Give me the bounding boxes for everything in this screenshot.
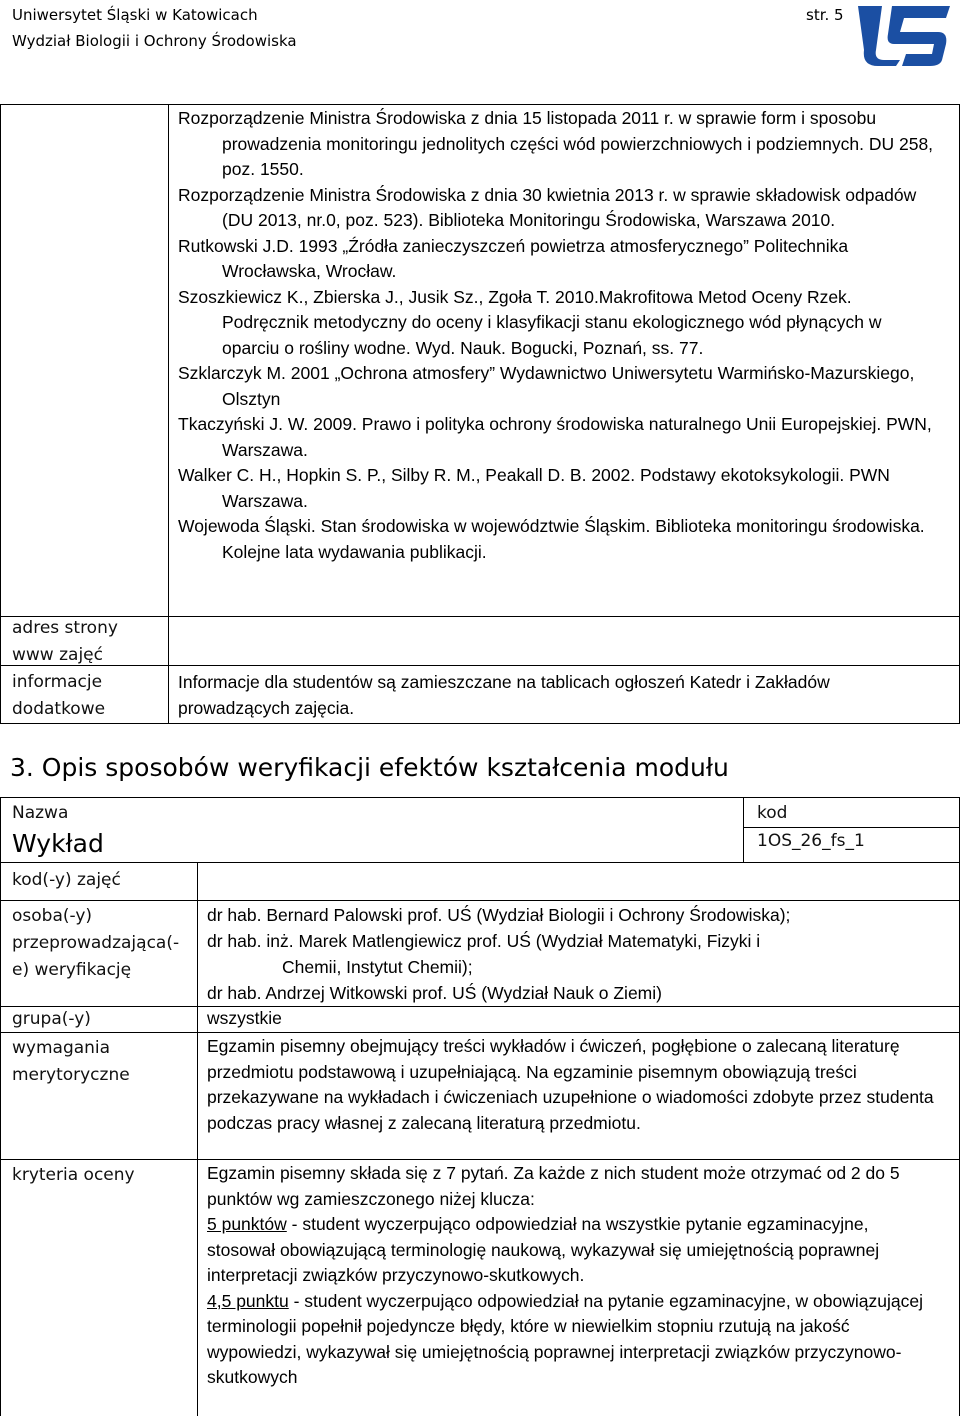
page-number: str. 5 bbox=[806, 6, 844, 24]
module-code: 1OS_26_fs_1 bbox=[757, 831, 865, 851]
lower-table-row-line bbox=[0, 1159, 960, 1160]
osoba-line: dr hab. Bernard Palowski prof. UŚ (Wydział Biologii i Ochrony Środowiska); bbox=[207, 905, 791, 925]
bibliography-entry: Walker C. H., Hopkin S. P., Silby R. M., Peakall D. B. 2002. Podstawy ekotoksykologii. PWN Warszawa. bbox=[178, 465, 890, 511]
faculty-name: Wydział Biologii i Ochrony Środowiska bbox=[12, 32, 297, 50]
kryteria-5 bbox=[207, 1212, 939, 1289]
lower-table-row-line bbox=[0, 1032, 960, 1033]
kryteria-intro: Egzamin pisemny składa się z 7 pytań. Za każde z nich student może otrzymać od 2 do 5 punktów wg zamieszczonego niżej klucza: bbox=[207, 1163, 900, 1209]
label-wymagania: wymagania merytoryczne bbox=[12, 1038, 130, 1085]
university-logo bbox=[852, 2, 952, 66]
kryteria-45 bbox=[207, 1289, 939, 1391]
kryteria-5-label: 5 punktów bbox=[207, 1214, 287, 1234]
bibliography-entry: Szklarczyk M. 2001 „Ochrona atmosfery” Wydawnictwo Uniwersytetu Warmińsko-Mazurskiego, Olsztyn bbox=[178, 363, 915, 409]
lower-table-divider bbox=[743, 797, 744, 863]
osoba-line: Chemii, Instytut Chemii); bbox=[282, 957, 473, 977]
top-table-row-line bbox=[0, 665, 960, 666]
lower-table-divider bbox=[197, 862, 198, 1416]
grupa-value: wszystkie bbox=[207, 1008, 282, 1028]
lower-table-row-line bbox=[0, 900, 960, 901]
bibliography-entry: Wojewoda Śląski. Stan środowiska w województwie Śląskim. Biblioteka monitoringu środowiska. Kolejne lata wydawania publikacji. bbox=[178, 516, 925, 562]
kryteria-value bbox=[207, 1161, 939, 1391]
top-table-row-line bbox=[0, 616, 960, 617]
kryteria-5-text: - student wyczerpująco odpowiedział na wszystkie pytanie egzaminacyjne, stosował obowiązującą terminologię naukową, wykazywał się umiejętnością poprawnej interpretacji związków przyczynowo-skutkowych. bbox=[207, 1214, 880, 1285]
module-name: Wykład bbox=[12, 829, 104, 858]
bibliography-entry: Rutkowski J.D. 1993 „Źródła zanieczyszczeń powietrza atmosferycznego” Politechnika Wrocławska, Wrocław. bbox=[178, 235, 849, 281]
bibliography-entry: Tkaczyński J. W. 2009. Prawo i polityka ochrony środowiska naturalnego Unii Europejskiej. PWN, Warszawa. bbox=[178, 414, 932, 460]
kryteria-45-label: 4,5 punktu bbox=[207, 1290, 289, 1311]
label-kod-zajec: kod(-y) zajęć bbox=[12, 870, 121, 890]
label-informacje: informacje bbox=[12, 672, 103, 692]
wymagania-value: Egzamin pisemny obejmujący treści wykładów i ćwiczeń, pogłębione o zalecaną literaturę przedmiotu podstawową i uzupełniającą. Na egzaminie pisemnym obowiązują treści przekazywane na wykładach i ćwiczeniach uzupełnione o wiadomości zdobyte przez studenta podczas pracy własnej z zalecaną literaturą przedmiotu. bbox=[207, 1036, 934, 1133]
additional-info-text: Informacje dla studentów są zamieszczane na tablicach ogłoszeń Katedr i Zakładów prowadzących zajęcia. bbox=[178, 672, 830, 718]
kryteria-45-text: - student wyczerpująco odpowiedział na pytanie egzaminacyjne, w obowiązującej terminologii popełnił pojedyncze błędy, które w niewielkim stopniu rzutują na jakość wypowiedzi, wykazywał się umiejętnością poprawnej interpretacji związków przyczynowo-skutkowych bbox=[207, 1290, 923, 1387]
top-table-divider bbox=[168, 104, 169, 724]
label-osoba: osoba(-y) przeprowadzająca(-e) weryfikację bbox=[12, 906, 180, 980]
bibliography-list bbox=[178, 106, 938, 565]
label-www: www zajęć bbox=[12, 645, 103, 665]
bibliography-entry: Rozporządzenie Ministra Środowiska z dnia 15 listopada 2011 r. w sprawie form i sposobu prowadzenia monitoringu jednolitych części wód powierzchniowych i podziemnych. DU 258, poz. 1550. bbox=[178, 108, 934, 179]
label-adres-strony: adres strony bbox=[12, 618, 118, 638]
label-dodatkowe: dodatkowe bbox=[12, 699, 106, 719]
section-heading: 3. Opis sposobów weryfikacji efektów kształcenia modułu bbox=[10, 753, 729, 782]
lower-table-row-line bbox=[0, 862, 960, 863]
label-kryteria: kryteria oceny bbox=[12, 1165, 135, 1185]
university-name: Uniwersytet Śląski w Katowicach bbox=[12, 6, 258, 24]
bibliography-entry: Szoszkiewicz K., Zbierska J., Jusik Sz., Zgoła T. 2010.Makrofitowa Metod Oceny Rzek. Podręcznik metodyczny do oceny i klasyfikacji stanu ekologicznego wód płynących w oparciu o rośliny wodne. Wyd. Nauk. Bogucki, Poznań, ss. 77. bbox=[178, 286, 882, 358]
bibliography-entry: Rozporządzenie Ministra Środowiska z dnia 30 kwietnia 2013 r. w sprawie składowisk odpadów (DU 2013, nr.0, poz. 523). Biblioteka Monitoringu Środowiska, Warszawa 2010. bbox=[178, 184, 917, 230]
osoba-line: dr hab. inż. Marek Matlengiewicz prof. UŚ (Wydział Matematyki, Fizyki i bbox=[207, 931, 761, 951]
osoba-line: dr hab. Andrzej Witkowski prof. UŚ (Wydział Nauk o Ziemi) bbox=[207, 983, 662, 1003]
label-kod: kod bbox=[757, 803, 788, 823]
label-nazwa: Nazwa bbox=[12, 803, 69, 823]
label-grupa: grupa(-y) bbox=[12, 1009, 91, 1029]
